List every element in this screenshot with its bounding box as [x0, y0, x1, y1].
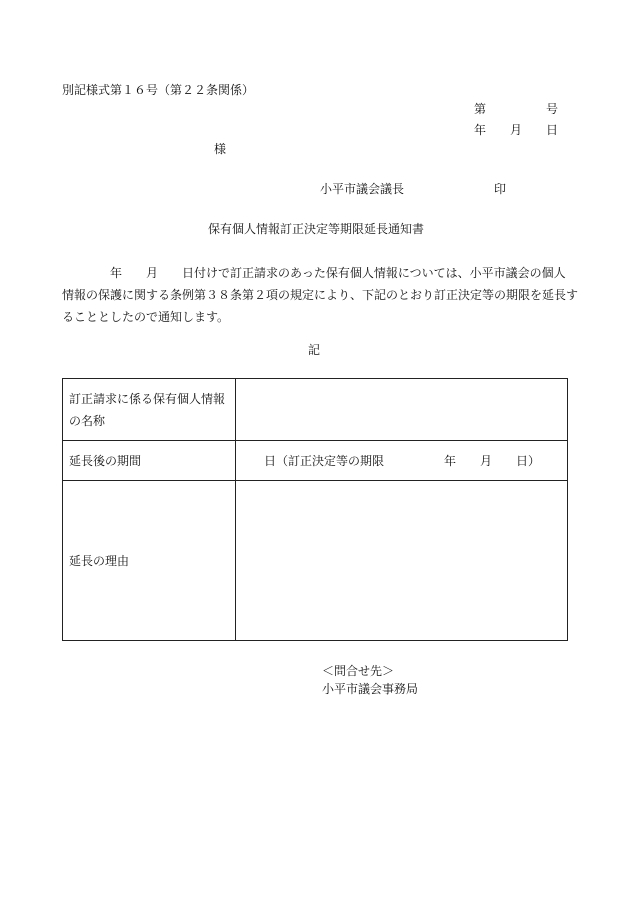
contact-heading: ＜問合せ先＞ [322, 664, 395, 678]
contact-office: 小平市議会事務局 [322, 682, 419, 696]
body-paragraph [62, 262, 579, 328]
body-line: 年 月 日付けで訂正請求のあった保有個人情報については、小平市議会の個人 [62, 266, 566, 280]
info-name-label-line1: 訂正請求に係る保有個人情報 [69, 391, 226, 406]
body-line: ることとしたので通知します。 [62, 310, 230, 324]
info-name-value-cell [236, 379, 568, 441]
info-name-label-line2: の名称 [69, 413, 106, 428]
seal-mark: 印 [494, 182, 507, 196]
details-table [62, 378, 568, 641]
body-line: 情報の保護に関する条例第３８条第２項の規定により、下記のとおり訂正決定等の期限を延長す [62, 288, 579, 302]
extension-reason-value [236, 481, 568, 641]
document-title: 保有個人情報訂正決定等期限延長通知書 [208, 222, 425, 236]
extended-period-value: 日（訂正決定等の期限 年 月 日） [236, 441, 568, 481]
extended-period-label: 延長後の期間 [63, 441, 236, 481]
table-row [63, 441, 568, 481]
date-label: 年 月 日 [474, 123, 559, 137]
document-number-label: 第 号 [474, 102, 559, 116]
form-reference: 別記様式第１６号（第２２条関係） [62, 83, 255, 97]
extension-reason-label: 延長の理由 [63, 481, 236, 641]
table-row [63, 379, 568, 441]
sender-name: 小平市議会議長 [320, 182, 405, 196]
table-row [63, 481, 568, 641]
ki-heading: 記 [308, 343, 321, 357]
info-name-label-cell [63, 379, 236, 441]
addressee-suffix: 様 [214, 142, 227, 156]
